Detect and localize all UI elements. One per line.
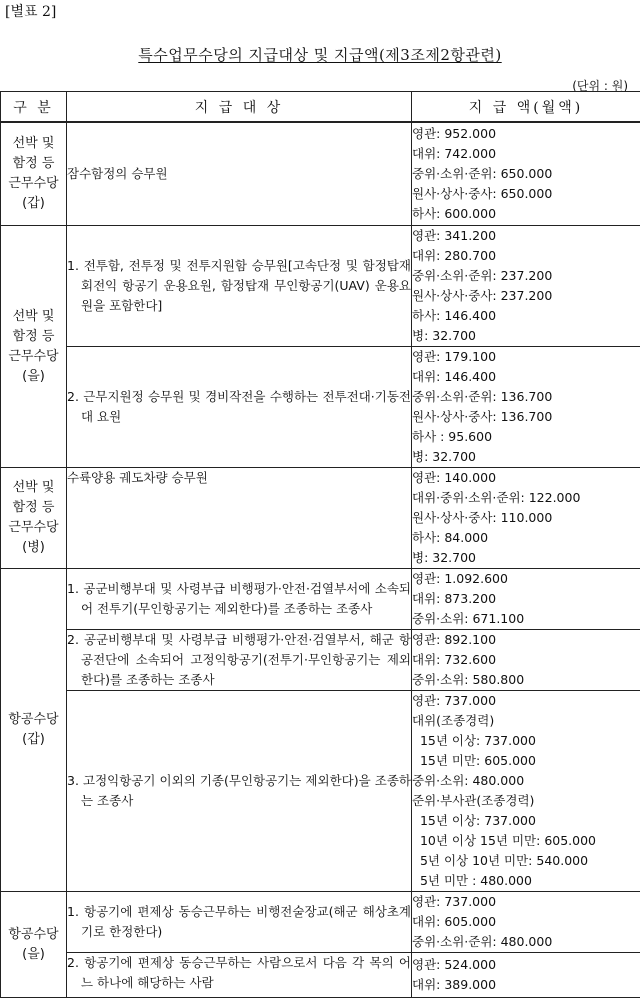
category-line: (갑) [1,194,66,214]
amount-line: 병: 32.700 [412,548,640,568]
target-cell [67,691,412,892]
category-line: 함정 등 [1,154,66,174]
annex-label: [별표 2] [5,1,56,21]
amount-line: 대위: 873.200 [412,589,640,609]
category-cell [1,468,67,569]
amount-line: 중위·소위·준위: 650.000 [412,164,640,184]
unit-note: (단위 : 원) [572,77,628,94]
category-line: (갑) [1,730,66,750]
amount-cell [412,347,640,468]
amount-line: 대위: 605.000 [412,912,640,932]
target-cell [67,226,412,347]
table-header-row [1,92,640,123]
amount-line: 원사·상사·중사: 136.700 [412,407,640,427]
amount-line: 중위·소위: 671.100 [412,609,640,629]
target-cell [67,953,412,998]
category-cell [1,892,67,998]
amount-line: 영관: 892.100 [412,630,640,650]
amount-cell [412,630,640,691]
table-row [1,226,640,347]
category-line: 함정 등 [1,498,66,518]
document-title-text: 특수업무수당의 지급대상 및 지급액(제3조제2항관련) [138,46,501,64]
amount-line: 병: 32.700 [412,326,640,346]
category-line: (을) [1,945,66,965]
table-row [1,569,640,630]
target-text: 2. 근무지원정 승무원 및 경비작전을 수행하는 전투전대·기동전대 요원 [67,387,411,427]
amount-line: 하사: 146.400 [412,306,640,326]
target-text: 잠수함정의 승무원 [67,164,411,184]
table-row [1,630,640,691]
amount-line: 원사·상사·중사: 110.000 [412,508,640,528]
amount-cell [412,122,640,226]
amount-line: 5년 이상 10년 미만: 540.000 [412,851,640,871]
category-line: 선박 및 [1,307,66,327]
amount-line: 중위·소위: 480.000 [412,771,640,791]
category-line: 선박 및 [1,478,66,498]
amount-line: 대위(조종경력) [412,711,640,731]
amount-line: 중위·소위·준위: 480.000 [412,932,640,952]
target-text: 1. 항공기에 편제상 동승근무하는 비행전술장교(해군 해상초계기로 한정한다) [67,902,411,942]
amount-line: 대위: 742.000 [412,144,640,164]
category-cell [1,122,67,226]
target-cell [67,347,412,468]
amount-line: 5년 미만 : 480.000 [412,871,640,891]
allowance-table [0,91,640,998]
category-cell [1,569,67,892]
table-body [1,122,640,998]
amount-cell [412,892,640,953]
category-line: (을) [1,367,66,387]
category-line: 근무수당 [1,174,66,194]
target-cell [67,569,412,630]
amount-line: 대위: 146.400 [412,367,640,387]
target-text: 1. 전투함, 전투정 및 전투지원함 승무원[고속단정 및 함정탑재회전익 항공기 운용요원, 함정탑재 무인항공기(UAV) 운용요원을 포함한다] [67,256,411,316]
amount-line: 중위·소위·준위: 237.200 [412,266,640,286]
header-category: 구 분 [1,92,67,123]
amount-line: 중위·소위·준위: 136.700 [412,387,640,407]
target-text: 1. 공군비행부대 및 사령부급 비행평가·안전·검열부서에 소속되어 전투기(무인항공기는 제외한다)를 조종하는 조종사 [67,579,411,619]
target-text: 2. 항공기에 편제상 동승근무하는 사람으로서 다음 각 목의 어느 하나에 해당하는 사람 [67,953,411,993]
document-title [0,44,640,65]
category-line: 근무수당 [1,347,66,367]
amount-line: 대위: 732.600 [412,650,640,670]
amount-line: 15년 미만: 605.000 [412,751,640,771]
amount-line: 대위: 389.000 [412,975,640,995]
amount-line: 중위·소위: 580.800 [412,670,640,690]
category-cell [1,226,67,468]
amount-line: 하사: 84.000 [412,528,640,548]
amount-line: 영관: 737.000 [412,691,640,711]
amount-cell [412,953,640,998]
table-row [1,691,640,892]
target-cell [67,122,412,226]
category-line: 선박 및 [1,134,66,154]
target-cell [67,630,412,691]
amount-cell [412,569,640,630]
amount-line: 영관: 952.000 [412,124,640,144]
table-row [1,122,640,226]
table-row [1,347,640,468]
amount-line: 영관: 179.100 [412,347,640,367]
header-target: 지 급 대 상 [67,92,412,123]
amount-cell [412,468,640,569]
table-row [1,468,640,569]
amount-line: 영관: 524.000 [412,955,640,975]
target-cell [67,892,412,953]
target-text: 수륙양용 궤도차량 승무원 [67,468,411,488]
amount-line: 15년 이상: 737.000 [412,811,640,831]
amount-line: 준위·부사관(조종경력) [412,791,640,811]
category-line: (병) [1,538,66,558]
category-line: 함정 등 [1,327,66,347]
amount-line: 원사·상사·중사: 650.000 [412,184,640,204]
category-line: 근무수당 [1,518,66,538]
target-cell [67,468,412,569]
amount-line: 원사·상사·중사: 237.200 [412,286,640,306]
amount-line: 하사: 600.000 [412,204,640,224]
amount-cell [412,226,640,347]
category-line: 항공수당 [1,710,66,730]
amount-line: 대위·중위·소위·준위: 122.000 [412,488,640,508]
amount-line: 대위: 280.700 [412,246,640,266]
category-line: 항공수당 [1,925,66,945]
amount-line: 영관: 737.000 [412,892,640,912]
target-text: 2. 공군비행부대 및 사령부급 비행평가·안전·검열부서, 해군 항공전단에 소속되어 고정익항공기(전투기·무인항공기는 제외한다)를 조종하는 조종사 [67,630,411,690]
amount-line: 영관: 1.092.600 [412,569,640,589]
target-text: 3. 고정익항공기 이외의 기종(무인항공기는 제외한다)을 조종하는 조종사 [67,771,411,811]
amount-line: 영관: 140.000 [412,468,640,488]
amount-line: 15년 이상: 737.000 [412,731,640,751]
amount-cell [412,691,640,892]
table-row [1,953,640,998]
header-amount: 지 급 액(월액) [412,92,640,123]
amount-line: 10년 이상 15년 미만: 605.000 [412,831,640,851]
amount-line: 영관: 341.200 [412,226,640,246]
table-row [1,892,640,953]
amount-line: 하사 : 95.600 [412,427,640,447]
amount-line: 병: 32.700 [412,447,640,467]
